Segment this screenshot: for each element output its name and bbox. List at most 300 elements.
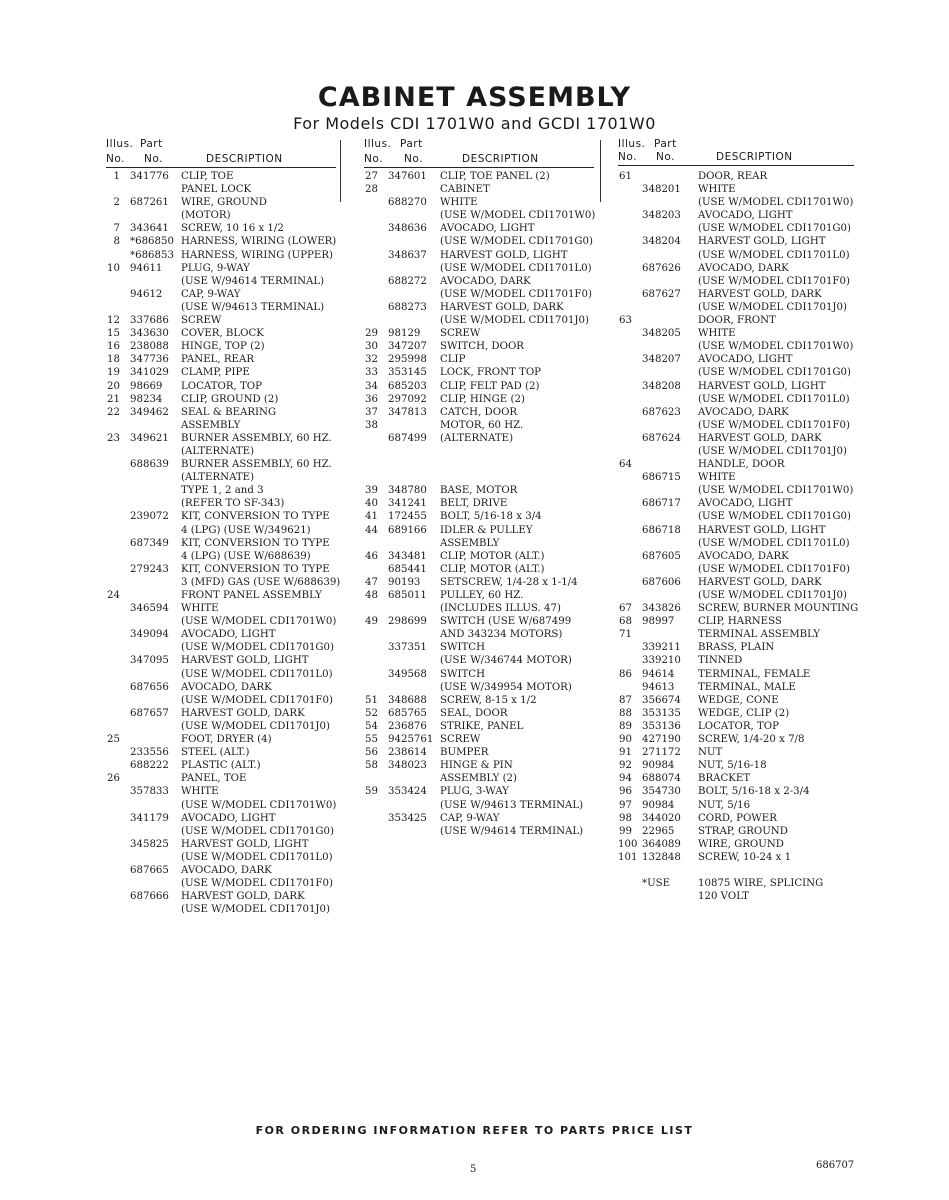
part-description: BELT, DRIVE <box>440 498 508 510</box>
part-description: (REFER TO SF-343) <box>181 498 285 510</box>
header-description: DESCRIPTION <box>716 151 793 163</box>
part-row <box>618 681 854 694</box>
part-number: 343641 <box>130 223 169 235</box>
part-description: BURNER ASSEMBLY, 60 HZ. <box>181 459 332 471</box>
part-row <box>364 602 594 615</box>
part-number: 353145 <box>388 367 427 379</box>
part-description: SCREW, BURNER MOUNTING <box>698 603 859 615</box>
part-row <box>618 471 854 484</box>
illus-number: 19 <box>107 367 120 379</box>
illus-number: 39 <box>365 485 378 497</box>
part-row <box>364 641 594 654</box>
part-description: COVER, BLOCK <box>181 328 264 340</box>
part-description: CAP, 9-WAY <box>181 288 241 300</box>
part-number: 686718 <box>642 524 681 536</box>
part-number: 348207 <box>642 354 681 366</box>
part-description: HARVEST GOLD, DARK <box>181 707 305 719</box>
part-description: SWITCH <box>440 668 485 680</box>
part-number: 349094 <box>130 629 169 641</box>
illus-number: 46 <box>365 550 378 562</box>
part-row <box>106 668 336 681</box>
part-description: CORD, POWER <box>698 812 777 824</box>
part-number: 687666 <box>130 891 169 903</box>
part-row <box>618 353 854 366</box>
part-row <box>364 458 594 471</box>
header-part-no: No. <box>144 153 163 165</box>
part-row <box>106 524 336 537</box>
illus-number: 33 <box>365 367 378 379</box>
part-row <box>618 249 854 262</box>
part-row <box>364 209 594 222</box>
part-row <box>364 183 594 196</box>
part-number: 689166 <box>388 524 427 536</box>
part-number: 348637 <box>388 249 427 261</box>
part-row <box>618 288 854 301</box>
part-row <box>364 563 594 576</box>
part-description: WIRE, GROUND <box>698 838 784 850</box>
part-row <box>364 654 594 667</box>
part-row <box>618 799 854 812</box>
part-number: 337351 <box>388 642 427 654</box>
part-description: FRONT PANEL ASSEMBLY <box>181 590 322 601</box>
part-description: WHITE <box>440 197 478 209</box>
part-row <box>618 654 854 667</box>
part-row <box>106 249 336 262</box>
part-description: ASSEMBLY <box>181 419 241 431</box>
part-row <box>364 772 594 785</box>
illus-number: 10 <box>107 262 120 274</box>
part-row <box>618 340 854 353</box>
part-row <box>106 812 336 825</box>
illus-number: 96 <box>619 786 632 798</box>
part-number: 98669 <box>130 380 163 392</box>
part-description: PANEL, REAR <box>181 354 255 366</box>
column-header <box>106 138 336 170</box>
part-row <box>618 406 854 419</box>
part-row <box>106 654 336 667</box>
page-number: 5 <box>470 1164 477 1175</box>
illus-number: 48 <box>365 590 378 601</box>
illus-number: 44 <box>365 524 378 536</box>
part-description: (MOTOR) <box>181 210 231 222</box>
part-row <box>106 222 336 235</box>
illus-number: 20 <box>107 380 120 392</box>
part-row <box>618 183 854 196</box>
header-part: Part <box>400 138 423 150</box>
illus-number: 86 <box>619 668 632 680</box>
part-number: 279243 <box>130 563 169 575</box>
part-row <box>364 432 594 445</box>
part-number: 236876 <box>388 720 427 732</box>
part-row <box>364 301 594 314</box>
part-row <box>106 628 336 641</box>
part-number: 348688 <box>388 694 427 706</box>
illus-number: 28 <box>365 184 378 196</box>
part-row <box>106 432 336 445</box>
part-number: 687349 <box>130 537 169 549</box>
part-row <box>106 772 336 785</box>
part-row <box>618 524 854 537</box>
part-number: 94614 <box>642 668 675 680</box>
part-row <box>618 812 854 825</box>
part-row <box>106 864 336 877</box>
part-number: 685203 <box>388 380 427 392</box>
part-row <box>364 707 594 720</box>
part-description: CLIP, GROUND (2) <box>181 393 279 405</box>
part-row <box>618 759 854 772</box>
part-row <box>618 327 854 340</box>
part-row <box>106 275 336 288</box>
part-row <box>364 550 594 563</box>
part-row <box>364 196 594 209</box>
part-description: (USE W/MODEL CDI1701J0) <box>440 315 589 327</box>
part-description: (USE W/94613 TERMINAL) <box>440 799 584 811</box>
part-row <box>106 746 336 759</box>
part-row <box>618 772 854 785</box>
part-number: 685765 <box>388 707 427 719</box>
part-row <box>364 340 594 353</box>
part-number: 238614 <box>388 747 427 759</box>
part-row <box>618 235 854 248</box>
part-description: (USE W/94614 TERMINAL) <box>440 825 584 837</box>
part-number: 427190 <box>642 734 681 746</box>
part-row <box>364 366 594 379</box>
column-divider-2 <box>600 140 601 202</box>
part-row <box>364 537 594 550</box>
part-description: (USE W/MODEL CDI1701G0) <box>698 511 852 523</box>
part-number: 688272 <box>388 275 427 287</box>
part-row <box>106 484 336 497</box>
part-description: (USE W/MODEL CDI1701G0) <box>698 223 852 235</box>
part-row <box>618 668 854 681</box>
part-number: 297092 <box>388 393 427 405</box>
part-description: HARVEST GOLD, DARK <box>440 301 564 313</box>
part-number: 688270 <box>388 197 427 209</box>
part-description: CLIP, FELT PAD (2) <box>440 380 540 392</box>
parts-column-2 <box>364 138 594 838</box>
illus-number: 54 <box>365 720 378 732</box>
part-number: 347813 <box>388 406 427 418</box>
part-number: 348208 <box>642 380 681 392</box>
part-number: 132848 <box>642 851 681 863</box>
part-row <box>618 196 854 209</box>
part-row <box>364 681 594 694</box>
part-description: SCREW <box>440 328 481 340</box>
part-description: (USE W/MODEL CDI1701W0) <box>440 210 596 222</box>
part-description: STRIKE, PANEL <box>440 720 524 732</box>
part-row <box>106 641 336 654</box>
part-number: *686853 <box>130 249 174 261</box>
part-description: SWITCH, DOOR <box>440 341 524 353</box>
part-row <box>618 864 854 877</box>
illus-number: 56 <box>365 747 378 759</box>
part-description: (USE W/MODEL CDI1701W0) <box>181 616 337 628</box>
part-row <box>364 406 594 419</box>
part-description: BUMPER <box>440 747 489 759</box>
part-description: HARVEST GOLD, LIGHT <box>698 380 826 392</box>
part-row <box>618 170 854 183</box>
part-number: 341776 <box>130 171 169 182</box>
part-description: (USE W/MODEL CDI1701W0) <box>698 197 854 209</box>
illus-number: 71 <box>619 629 632 641</box>
illus-number: 36 <box>365 393 378 405</box>
header-part-no: No. <box>404 153 423 165</box>
part-row <box>364 759 594 772</box>
part-row <box>364 628 594 641</box>
part-description: (USE W/MODEL CDI1701F0) <box>181 694 333 706</box>
illus-number: 15 <box>107 328 120 340</box>
part-row <box>106 327 336 340</box>
part-number: 687261 <box>130 197 169 209</box>
part-description: (USE W/94614 TERMINAL) <box>181 275 325 287</box>
part-description: (USE W/MODEL CDI1701J0) <box>181 904 330 916</box>
part-number: 687656 <box>130 681 169 693</box>
part-row <box>106 615 336 628</box>
part-description: SEAL & BEARING <box>181 406 277 418</box>
illus-number: 63 <box>619 315 632 327</box>
part-description: KIT, CONVERSION TO TYPE <box>181 511 330 523</box>
part-description: HARNESS, WIRING (UPPER) <box>181 249 333 261</box>
part-row <box>106 825 336 838</box>
part-description: 10875 WIRE, SPLICING <box>698 878 824 890</box>
page-subtitle: For Models CDI 1701W0 and GCDI 1701W0 <box>293 114 656 133</box>
illus-number: 18 <box>107 354 120 366</box>
part-number: 345825 <box>130 838 169 850</box>
illus-number: 90 <box>619 734 632 746</box>
part-description: (USE W/MODEL CDI1701L0) <box>181 668 333 680</box>
part-description: WHITE <box>698 184 736 196</box>
part-number: 341029 <box>130 367 169 379</box>
part-row <box>364 235 594 248</box>
header-part: Part <box>140 138 163 150</box>
part-row <box>364 314 594 327</box>
part-row <box>618 458 854 471</box>
part-row <box>618 510 854 523</box>
part-description: WHITE <box>181 603 219 615</box>
part-row <box>106 602 336 615</box>
illus-number: 58 <box>365 760 378 772</box>
part-description: CLIP, TOE <box>181 171 234 182</box>
part-number: 238088 <box>130 341 169 353</box>
part-description: (ALTERNATE) <box>440 432 514 444</box>
part-row <box>364 419 594 432</box>
part-description: (USE W/MODEL CDI1701F0) <box>698 419 850 431</box>
part-description: FOOT, DRYER (4) <box>181 734 272 746</box>
part-description: CAP, 9-WAY <box>440 812 500 824</box>
part-row <box>106 733 336 746</box>
part-number: 687623 <box>642 406 681 418</box>
part-description: CABINET <box>440 184 490 196</box>
part-row <box>618 275 854 288</box>
part-description: BRACKET <box>698 773 751 785</box>
part-row <box>618 602 859 615</box>
part-description: KIT, CONVERSION TO TYPE <box>181 537 330 549</box>
part-number: 687626 <box>642 262 681 274</box>
part-description: (INCLUDES ILLUS. 47) <box>440 603 561 615</box>
part-description: WEDGE, CLIP (2) <box>698 707 790 719</box>
part-description: (USE W/MODEL CDI1701W0) <box>698 485 854 497</box>
part-description: 3 (MFD) GAS (USE W/688639) <box>181 576 341 588</box>
part-row <box>618 314 854 327</box>
part-description: (USE W/MODEL CDI1701L0) <box>181 851 333 863</box>
part-number: 686717 <box>642 498 681 510</box>
part-description: (USE W/MODEL CDI1701F0) <box>698 275 850 287</box>
parts-rows <box>618 170 859 903</box>
header-description: DESCRIPTION <box>206 153 283 165</box>
part-row <box>618 589 854 602</box>
part-description: PANEL LOCK <box>181 184 252 196</box>
part-row <box>618 380 854 393</box>
part-description: HARVEST GOLD, DARK <box>698 288 822 300</box>
part-number: 687499 <box>388 432 427 444</box>
part-description: AVOCADO, DARK <box>181 681 272 693</box>
part-number: *USE <box>642 878 671 890</box>
part-description: (USE W/MODEL CDI1701G0) <box>698 367 852 379</box>
part-row <box>106 576 341 589</box>
part-description: (USE W/MODEL CDI1701F0) <box>698 563 850 575</box>
part-row <box>364 445 594 458</box>
part-row <box>364 471 594 484</box>
part-number: 298699 <box>388 616 427 628</box>
part-row <box>106 406 336 419</box>
illus-number: 12 <box>107 315 120 327</box>
part-description: SEAL, DOOR <box>440 707 508 719</box>
part-description: HARVEST GOLD, DARK <box>698 432 822 444</box>
part-row <box>364 694 594 707</box>
part-row <box>106 759 336 772</box>
part-number: 349568 <box>388 668 427 680</box>
part-description: HANDLE, DOOR <box>698 459 785 471</box>
part-number: 347736 <box>130 354 169 366</box>
part-row <box>106 694 336 707</box>
part-description: HINGE & PIN <box>440 760 513 772</box>
part-row <box>364 825 594 838</box>
part-row <box>106 510 336 523</box>
part-row <box>106 563 336 576</box>
part-row <box>106 353 336 366</box>
part-number: 339211 <box>642 642 681 654</box>
header-part: Part <box>654 138 677 150</box>
part-number: 90193 <box>388 576 421 588</box>
part-description: AVOCADO, DARK <box>698 262 789 274</box>
part-number: 353136 <box>642 720 681 732</box>
part-description: WHITE <box>698 472 736 484</box>
part-row <box>106 681 336 694</box>
part-number: 90984 <box>642 799 675 811</box>
part-description: HINGE, TOP (2) <box>181 341 265 353</box>
part-description: (USE W/349954 MOTOR) <box>440 681 572 693</box>
illus-number: 92 <box>619 760 632 772</box>
illus-number: 21 <box>107 393 120 405</box>
part-row <box>106 380 336 393</box>
part-row <box>106 851 336 864</box>
part-number: 98129 <box>388 328 421 340</box>
part-row <box>364 327 594 340</box>
part-description: CLIP <box>440 354 466 366</box>
header-illus: Illus. <box>364 138 392 150</box>
part-number: 354730 <box>642 786 681 798</box>
part-row <box>106 537 336 550</box>
part-number: 688074 <box>642 773 681 785</box>
part-row <box>364 812 594 825</box>
part-description: DOOR, FRONT <box>698 315 776 327</box>
part-number: 339210 <box>642 655 681 667</box>
part-row <box>364 380 594 393</box>
part-description: (USE W/MODEL CDI1701J0) <box>181 720 330 732</box>
illus-number: 55 <box>365 734 378 746</box>
part-row <box>618 262 854 275</box>
part-description: BRASS, PLAIN <box>698 642 775 654</box>
part-description: NUT, 5/16-18 <box>698 760 767 772</box>
part-description: PLUG, 3-WAY <box>440 786 509 798</box>
part-row <box>618 877 854 890</box>
part-row <box>618 209 854 222</box>
part-row <box>364 249 594 262</box>
part-row <box>618 576 854 589</box>
illus-number: 49 <box>365 616 378 628</box>
part-row <box>618 445 854 458</box>
part-description: BURNER ASSEMBLY, 60 HZ. <box>181 432 332 444</box>
part-description: HARVEST GOLD, LIGHT <box>698 524 826 536</box>
part-number: 687624 <box>642 432 681 444</box>
header-rule <box>364 167 594 168</box>
part-description: SWITCH (USE W/687499 <box>440 616 572 628</box>
part-description: (USE W/MODEL CDI1701F0) <box>440 288 592 300</box>
part-description: HARVEST GOLD, LIGHT <box>440 249 568 261</box>
part-number: 271172 <box>642 747 681 759</box>
part-row <box>618 641 854 654</box>
part-description: AVOCADO, LIGHT <box>181 629 276 641</box>
part-row <box>364 785 594 798</box>
illus-number: 32 <box>365 354 378 366</box>
part-description: WEDGE, CONE <box>698 694 779 706</box>
part-number: 687657 <box>130 707 169 719</box>
part-row <box>364 589 594 602</box>
part-number: 172455 <box>388 511 427 523</box>
part-number: 98234 <box>130 393 163 405</box>
illus-number: 41 <box>365 511 378 523</box>
header-illus: Illus. <box>106 138 134 150</box>
illus-number: 30 <box>365 341 378 353</box>
illus-number: 29 <box>365 328 378 340</box>
part-row <box>364 733 594 746</box>
part-row <box>618 746 854 759</box>
part-row <box>106 785 336 798</box>
part-description: AND 343234 MOTORS) <box>440 629 563 641</box>
illus-number: 98 <box>619 812 632 824</box>
illus-number: 61 <box>619 171 632 182</box>
part-number: *686850 <box>130 236 174 248</box>
part-description: TERMINAL, FEMALE <box>698 668 811 680</box>
part-number: 353425 <box>388 812 427 824</box>
part-row <box>106 471 336 484</box>
part-row <box>364 393 594 406</box>
illus-number: 101 <box>618 851 638 863</box>
part-description: PANEL, TOE <box>181 773 247 785</box>
part-row <box>618 563 854 576</box>
part-number: 349621 <box>130 432 169 444</box>
illus-number: 16 <box>107 341 120 353</box>
illus-number: 38 <box>365 419 378 431</box>
part-row <box>106 589 336 602</box>
header-part-no: No. <box>656 151 675 163</box>
part-description: (USE W/MODEL CDI1701W0) <box>698 341 854 353</box>
part-description: BOLT, 5/16-18 x 3/4 <box>440 511 542 523</box>
part-description: (USE W/MODEL CDI1701G0) <box>440 236 594 248</box>
part-description: (USE W/94613 TERMINAL) <box>181 301 325 313</box>
part-number: 348205 <box>642 328 681 340</box>
part-number: 343481 <box>388 550 427 562</box>
